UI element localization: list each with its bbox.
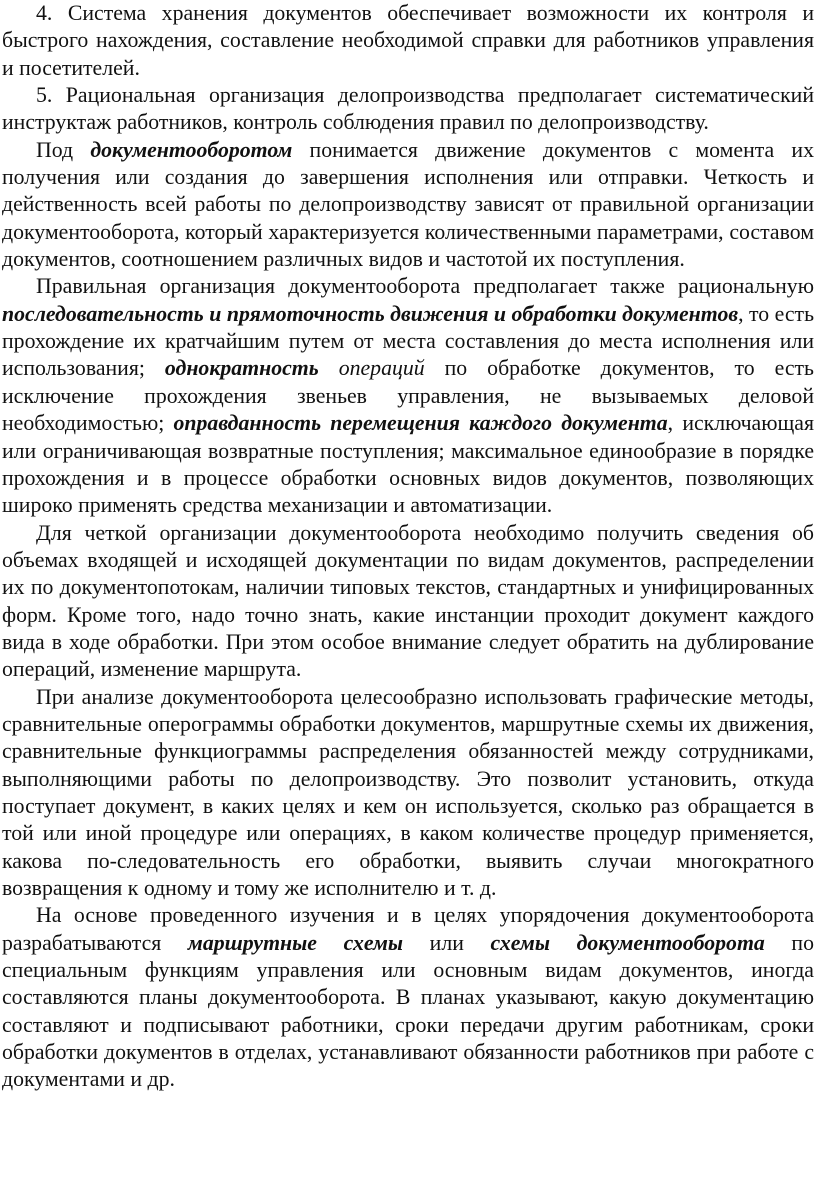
paragraph-definition bbox=[2, 137, 814, 274]
emphasized-term: последовательность и прямоточность движения и обработки документов bbox=[2, 301, 739, 326]
text-run: 5. Рациональная организация делопроизводства предполагает систематический инструктаж работников, контроль соблюдения правил по делопроизводству. bbox=[2, 83, 814, 135]
text-run: Для четкой организации документооборота необходимо получить сведения об объемах входящей и исходящей документации по видам документов, распределении их по документопотокам, наличии типовых текстов, стандартных и унифицированных форм. Кроме того, надо точно знать, какие инстанции проходит документ каждого вида в ходе обработки. При этом особое внимание следует обратить на дублирование операций, изменение маршрута. bbox=[2, 520, 814, 682]
paragraph-schemes bbox=[2, 902, 814, 1093]
emphasized-term: документооборотом bbox=[90, 137, 293, 162]
text-run: по обработке документов, то есть исключение прохождения звеньев управления, не вызываемых деловой необходимостью; bbox=[2, 356, 814, 436]
paragraph-item-4 bbox=[2, 0, 814, 82]
text-run: , то есть прохождение их кратчайшим путем от места составления до места исполнения или использования; bbox=[2, 301, 815, 381]
text-run: Правильная организация документооборота предполагает также рациональную bbox=[36, 274, 814, 299]
emphasized-term: однократность bbox=[164, 356, 319, 381]
text-run: по специальным функциям управления или основным видам документов, иногда составляются планы документооборота. В планах указывают, какую документацию составляют и подписывают работники, сроки передачи другим работникам, сроки обработки документов в отделах, устанавливают обязанности работников при работе с документами и др. bbox=[2, 930, 814, 1092]
paragraph-information bbox=[2, 520, 814, 684]
emphasized-term: оправданность перемещения каждого документа bbox=[173, 411, 668, 436]
text-run: 4. Система хранения документов обеспечивает возможности их контроля и быстрого нахождения, составление необходимой справки для работников управления и посетителей. bbox=[2, 1, 814, 80]
emphasized-term: маршрутные схемы bbox=[187, 930, 404, 955]
paragraph-item-5 bbox=[2, 82, 814, 137]
text-run: или bbox=[403, 930, 491, 955]
text-run: При анализе документооборота целесообразно использовать графические методы, сравнительные оперограммы обработки документов, маршрутные схемы их движения, сравнительные функциограммы распределения обязанностей между сотрудниками, выполняющими работы по делопроизводству. Это позволит установить, откуда поступает документ, в каких целях и кем он используется, сколько раз обращается в той или иной процедуре или операциях, в каком количестве процедур применяется, какова по-следовательность его обработки, выявить случаи многократного возвращения к одному и тому же исполнителю и т. д. bbox=[2, 684, 814, 900]
text-run bbox=[319, 356, 339, 380]
italic-text: операций bbox=[338, 356, 425, 381]
paragraph-organization bbox=[2, 273, 814, 519]
text-run: На основе проведенного изучения и в целях упорядочения документооборота разрабатываются bbox=[2, 903, 814, 955]
emphasized-term: схемы документооборота bbox=[490, 930, 765, 955]
paragraph-analysis bbox=[2, 684, 814, 903]
text-run: Под bbox=[36, 137, 91, 162]
text-run: понимается движение документов с момента их получения или создания до завершения исполнения или отправки. Четкость и действенность всей работы по делопроизводству зависят от правильной организации документооборота, который характеризуется количественными параметрами, составом документов, соотношением различных видов и частотой их поступления. bbox=[2, 137, 814, 272]
text-run: , исключающая или ограничивающая возвратные поступления; максимальное единообразие в порядке прохождения и в процессе обработки основных видов документов, позволяющих широко применять средства механизации и автоматизации. bbox=[2, 411, 814, 518]
